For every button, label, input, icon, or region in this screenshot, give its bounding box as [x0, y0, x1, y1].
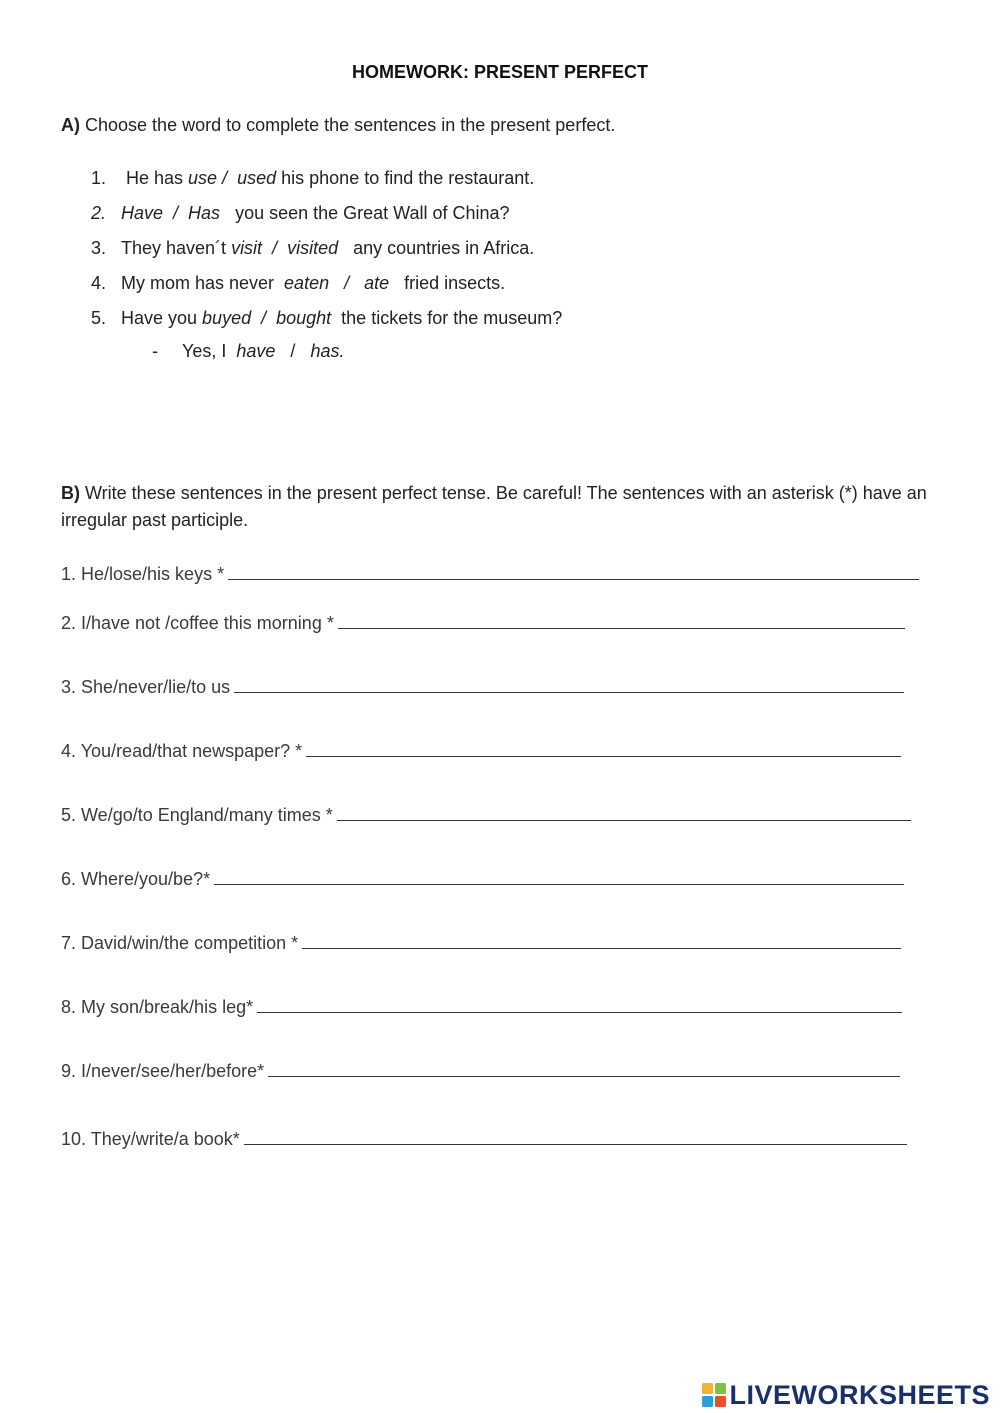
prompt-text: 6. Where/you/be?*	[61, 869, 211, 889]
word-option-2[interactable]: Has	[188, 203, 221, 223]
item-number: 4.	[91, 273, 107, 293]
section-a-item	[91, 238, 534, 259]
section-b-item	[61, 675, 904, 698]
section-a-text: Choose the word to complete the sentences in the present perfect.	[85, 115, 616, 135]
item-text-after: any countries in Africa.	[338, 238, 535, 258]
answer-blank[interactable]	[214, 867, 904, 885]
item-text-after: fried insects.	[389, 273, 506, 293]
section-b-item	[61, 803, 911, 826]
section-b-label: B)	[61, 483, 80, 503]
word-option-2[interactable]: visited	[287, 238, 339, 258]
section-a-item	[91, 273, 505, 294]
section-a-item	[91, 168, 534, 189]
section-b-item	[61, 739, 901, 762]
option-separator: /	[251, 308, 277, 328]
answer-option-1[interactable]: have	[236, 341, 276, 361]
item-text-before: Have you	[121, 308, 203, 328]
section-b-item	[61, 1059, 900, 1082]
answer-blank[interactable]	[338, 611, 905, 629]
logo-icon	[702, 1383, 726, 1407]
answer-blank[interactable]	[257, 995, 902, 1013]
item-text-after: the tickets for the museum?	[331, 308, 563, 328]
section-b-item	[61, 995, 902, 1018]
answer-blank[interactable]	[228, 562, 919, 580]
item-text-after: his phone to find the restaurant.	[276, 168, 535, 188]
word-option-1[interactable]: visit	[231, 238, 263, 258]
answer-option-2[interactable]: has.	[310, 341, 345, 361]
section-a-item	[91, 203, 510, 224]
section-b-text: Write these sentences in the present perfect tense. Be careful! The sentences with an asterisk (*) have an irregular past participle.	[61, 483, 927, 530]
word-option-2[interactable]: used	[237, 168, 277, 188]
item-number: 3.	[91, 238, 107, 258]
item-number: 5.	[91, 308, 107, 328]
item-text-after: you seen the Great Wall of China?	[220, 203, 510, 223]
item-number: 2.	[91, 203, 107, 223]
prompt-text: 5. We/go/to England/many times *	[61, 805, 333, 825]
word-option-2[interactable]: bought	[276, 308, 332, 328]
option-separator: /	[329, 273, 365, 293]
page-title: HOMEWORK: PRESENT PERFECT	[351, 62, 648, 82]
section-a-item	[91, 308, 562, 329]
item-text-before: My mom has never	[121, 273, 285, 293]
prompt-text: 4. You/read/that newspaper? *	[61, 741, 303, 761]
logo-text: LIVEWORKSHEETS	[729, 1380, 990, 1410]
section-b-item	[61, 931, 901, 954]
answer-blank[interactable]	[234, 675, 904, 693]
word-option-1[interactable]: Have	[121, 203, 164, 223]
prompt-text: 10. They/write/a book*	[61, 1129, 240, 1149]
option-separator: /	[262, 238, 288, 258]
word-option-1[interactable]: buyed	[202, 308, 252, 328]
item-text-before: He has	[121, 168, 189, 188]
answer-text: Yes, I	[182, 341, 237, 361]
answer-blank[interactable]	[337, 803, 911, 821]
word-option-1[interactable]: use /	[188, 168, 228, 188]
section-b-item	[61, 611, 905, 634]
section-b-item	[61, 1127, 907, 1150]
prompt-text: 1. He/lose/his keys *	[61, 564, 225, 584]
item-text-before: They haven´t	[121, 238, 232, 258]
word-option-1[interactable]: eaten	[284, 273, 330, 293]
section-b-instruction	[61, 480, 941, 534]
prompt-text: 7. David/win/the competition *	[61, 933, 299, 953]
word-option-2[interactable]: ate	[364, 273, 390, 293]
answer-blank[interactable]	[302, 931, 901, 949]
liveworksheets-logo	[702, 1378, 990, 1412]
section-b-item	[61, 562, 919, 585]
option-separator	[227, 168, 237, 188]
prompt-text: 9. I/never/see/her/before*	[61, 1061, 265, 1081]
section-a-label: A)	[61, 115, 80, 135]
section-b-item	[61, 867, 904, 890]
item-number: 1.	[91, 168, 107, 188]
prompt-text: 8. My son/break/his leg*	[61, 997, 254, 1017]
prompt-text: 2. I/have not /coffee this morning *	[61, 613, 334, 633]
section-a-answer: - Yes, I have / has.	[152, 341, 345, 361]
section-a-instruction	[61, 112, 941, 139]
option-separator: /	[163, 203, 189, 223]
prompt-text: 3. She/never/lie/to us	[61, 677, 231, 697]
answer-blank[interactable]	[268, 1059, 900, 1077]
answer-blank[interactable]	[306, 739, 901, 757]
answer-blank[interactable]	[244, 1127, 907, 1145]
